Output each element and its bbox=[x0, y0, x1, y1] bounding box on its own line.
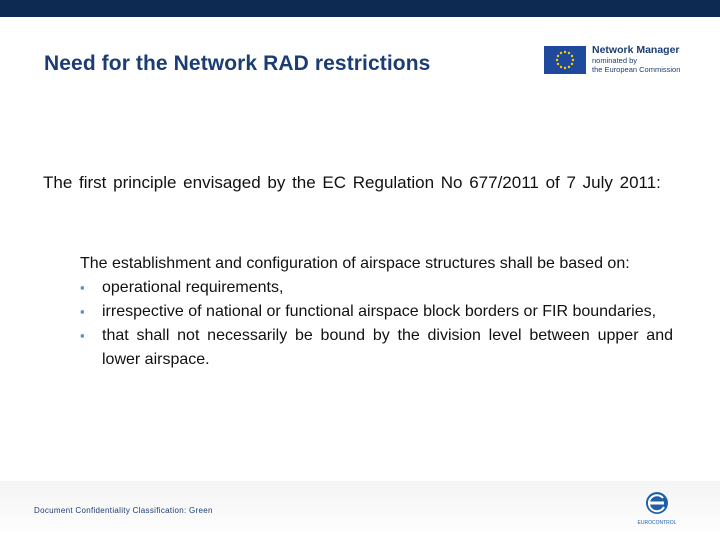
list-item bbox=[80, 300, 673, 324]
eu-flag-icon bbox=[544, 46, 586, 74]
logo-line-network-manager: Network Manager bbox=[592, 44, 680, 56]
network-manager-logo bbox=[544, 44, 704, 76]
logo-line-nominated: nominated by bbox=[592, 56, 638, 65]
bullet-list bbox=[80, 276, 673, 372]
confidentiality-label: Document Confidentiality Classification: Green bbox=[34, 506, 213, 515]
list-item bbox=[80, 276, 673, 300]
eurocontrol-e-icon bbox=[636, 488, 678, 528]
list-item bbox=[80, 324, 673, 372]
square-bullet-icon: ▪ bbox=[80, 328, 85, 343]
intro-paragraph: The first principle envisaged by the EC Regulation No 677/2011 of 7 July 2011: bbox=[43, 173, 661, 192]
eurocontrol-label: EUROCONTROL bbox=[637, 520, 677, 526]
bullet-text: operational requirements, bbox=[102, 279, 284, 296]
top-bar bbox=[0, 0, 720, 17]
regulation-quote bbox=[80, 252, 673, 372]
bullet-text: irrespective of national or functional airspace block borders or FIR boundaries, bbox=[102, 303, 657, 320]
logo-text bbox=[592, 44, 680, 74]
logo-line-commission: the European Commission bbox=[592, 65, 681, 74]
bullet-text: that shall not necessarily be bound by the division level between upper and lower airspace. bbox=[102, 327, 673, 368]
quote-lead: The establishment and configuration of airspace structures shall be based on: bbox=[80, 255, 630, 272]
slide-title: Need for the Network RAD restrictions bbox=[44, 52, 431, 75]
square-bullet-icon: ▪ bbox=[80, 280, 85, 295]
eurocontrol-logo bbox=[636, 488, 678, 528]
square-bullet-icon: ▪ bbox=[80, 304, 85, 319]
